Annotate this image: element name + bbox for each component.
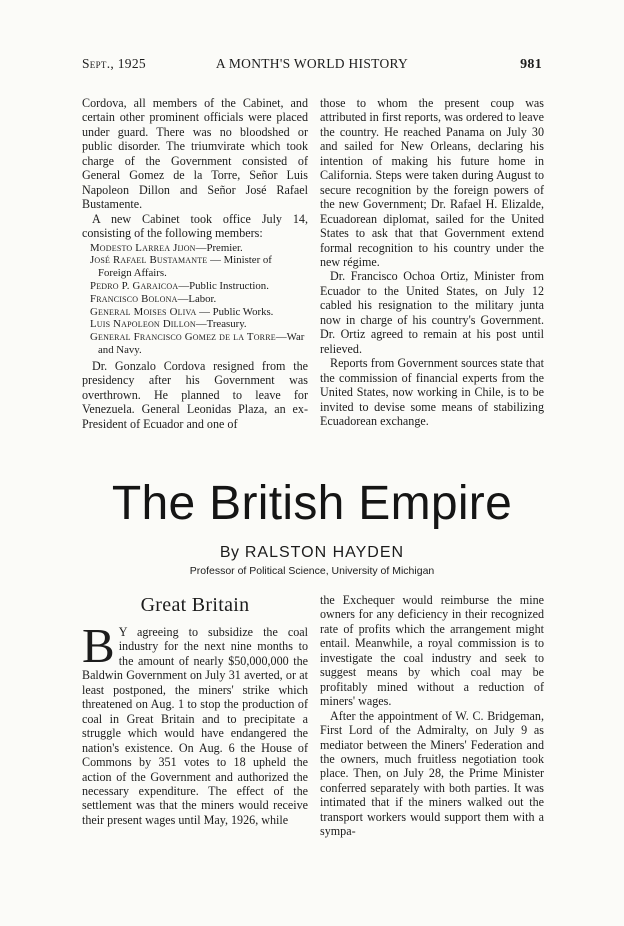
- member-role: —Premier.: [195, 241, 243, 254]
- drop-cap: B: [82, 618, 115, 673]
- bottom-right-column: [320, 593, 544, 839]
- member-name: Luis Napoleon Dillon: [90, 318, 196, 331]
- paragraph: A new Cabinet took office July 14, consisting of the following members:: [82, 211, 308, 241]
- paragraph: Cordova, all members of the Cabinet, and certain other prominent officials were placed under guard. There was no bloodshed or public disorder. The triumvirate which took charge of the Government consisted of General Gomez de la Torre, Señor Luis Napoleon Dillon and Señor José Rafael Bustamente.: [82, 96, 308, 212]
- cabinet-list: [90, 242, 308, 357]
- paragraph: [82, 618, 308, 827]
- member-role: — Minister of Foreign Affairs.: [98, 254, 272, 280]
- member-name: General Moises Oliva: [90, 305, 197, 318]
- running-title: A MONTH'S WORLD HISTORY: [215, 56, 409, 71]
- top-left-column: [82, 96, 308, 431]
- bottom-left-column: [82, 593, 308, 827]
- member-name: Modesto Larrea Jijon: [90, 241, 196, 254]
- running-head: [82, 56, 542, 78]
- member-name: José Rafael Bustamante: [90, 254, 208, 267]
- paragraph-text: Y agreeing to subsidize the coal industry for the next nine months to the amount of nearly $50,000,000 the Baldwin Government on July 31 averted, or at least postponed, the miners' strike which threatened on Aug. 1 to stop the production of coal in Great Britain and to precipitate a struggle which would have endangered the nation's existence. On Aug. 6 the House of Commons by 351 votes to 18 upheld the action of the Government and authorized the necessary expenditure. The effect of the settlement was that the miners would receive their present wages until May, 1926, while: [82, 625, 308, 827]
- byline: [82, 544, 542, 562]
- member-role: —War and Navy.: [98, 331, 305, 356]
- cabinet-member: [90, 242, 308, 255]
- paragraph: the Exchequer would reimburse the mine owners for any deficiency in their recognized rate of profits which the arrangement might entail. Meanwhile, a royal commission is to investigate the coal industry and seek to suggest means by which coal may be profitably mined without a reduction of miners' wages.: [320, 593, 544, 709]
- page-number: 981: [520, 57, 542, 72]
- paragraph: those to whom the present coup was attributed in first reports, was ordered to leave the country. He reached Panama on July 30 and sailed for New Orleans, declaring his intention of making his future home in California. Steps were taken during August to secure recognition by the foreign powers of the new Government; Dr. Rafael H. Elizalde, Ecuadorean diplomat, sailed for the United States to ask that that Government extend formal recognition to his country under the new régime.: [320, 96, 544, 269]
- cabinet-member: [90, 318, 308, 331]
- paragraph: Dr. Gonzalo Cordova resigned from the presidency after his Government was overthrown. He planned to leave for Venezuela. General Leonidas Plaza, an ex-President of Ecuador and one of: [82, 358, 308, 431]
- article-title: The British Empire: [111, 477, 513, 530]
- member-role: —Labor.: [177, 292, 217, 305]
- paragraph: After the appointment of W. C. Bridgeman, First Lord of the Admiralty, on July 9 as mediator between the Miners' Federation and the owners, much fruitless negotiation took place. Then, on July 28, the Prime Minister conferred separately with both parties. It was intimated that if the miners walked out the transport workers would support them with a sympa-: [320, 708, 544, 839]
- member-role: — Public Works.: [196, 305, 274, 318]
- member-name: General Francisco Gomez de la Torre: [90, 331, 276, 344]
- byline-by: By: [219, 544, 240, 561]
- issue-date: Sept., 1925: [82, 56, 146, 71]
- author-affiliation: Professor of Political Science, University of Michigan: [189, 565, 435, 577]
- member-name: Pedro P. Garaicoa: [90, 279, 179, 292]
- cabinet-member: [90, 331, 308, 357]
- author-name: RALSTON HAYDEN: [244, 544, 405, 561]
- cabinet-member: [90, 254, 308, 280]
- paragraph: Reports from Government sources state that the commission of financial experts from the United States, now working in Chile, is to be invited to devise some means of stabilizing Ecuadorean exchange.: [320, 356, 544, 428]
- paragraph: Dr. Francisco Ochoa Ortiz, Minister from Ecuador to the United States, on July 12 cabled his resignation to the military junta now in charge of his country's Government. Dr. Ortiz agreed to remain at his post until relieved.: [320, 269, 544, 356]
- cabinet-member: [90, 306, 308, 319]
- member-role: —Treasury.: [195, 318, 247, 331]
- member-role: —Public Instruction.: [178, 279, 269, 292]
- cabinet-member: [90, 293, 308, 306]
- top-right-column: [320, 96, 544, 428]
- member-name: Francisco Bolona: [90, 292, 178, 305]
- section-heading: Great Britain: [140, 594, 250, 616]
- cabinet-member: [90, 280, 308, 293]
